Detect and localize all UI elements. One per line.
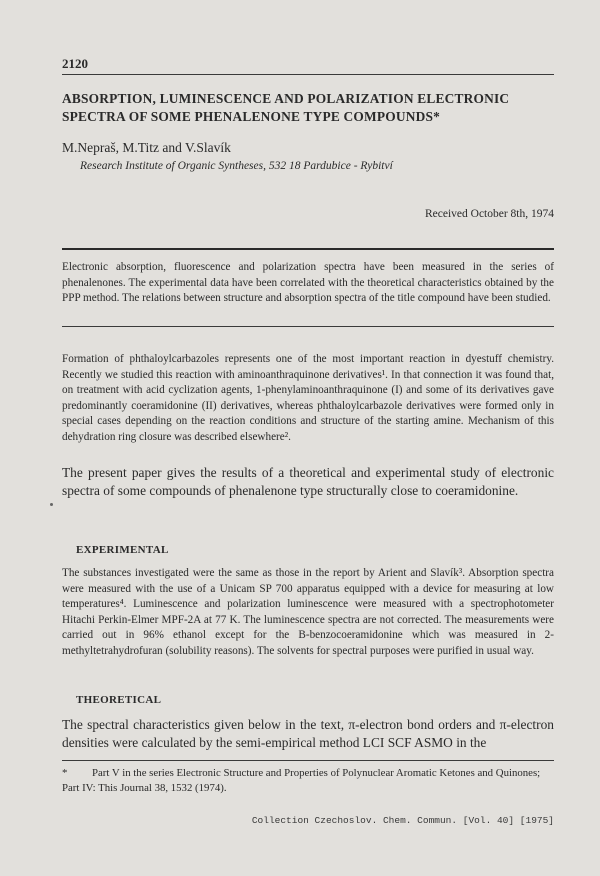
header-rule — [62, 74, 554, 75]
experimental-paragraph: The substances investigated were the same as those in the report by Arient and Slavík³. Absorption spectra were measured with the use of a Unicam SP 700 apparatus equipped with a device for measuring at low temperatures⁴. Luminescence and polarization luminescence were measured with a spectrophotometer Hitachi Perkin-Elmer MPF-2A at 77 K. The luminescence spectra are not corrected. The measurements were carried out in 96% ethanol except for the B-benzocoeramidonine which was measured in 2-methyltetrahydrofuran (solubility reasons). The solvents for spectral purposes were purified in usual way. — [62, 567, 554, 657]
abstract-bottom-rule — [62, 326, 554, 327]
intro-paragraph: Formation of phthaloylcarbazoles represents one of the most important reaction in dyestuff chemistry. Recently we studied this reaction with aminoanthraquinone derivatives¹. In that connection it was found that, on treatment with acid cyclization agents, 1-phenylaminoanthraquinone (I) and some of its derivatives gave predominantly coeramidonine (II) derivatives, whereas phthaloylcarbazole derivatives were formed only in special cases depending on the reaction conditions and structure of the starting amine. Mechanism of this dehydration ring closure was described elsewhere². — [62, 353, 554, 443]
article-title: ABSORPTION, LUMINESCENCE AND POLARIZATION ELECTRONIC SPECTRA OF SOME PHENALENONE TYPE COMPOUNDS* — [62, 91, 510, 124]
journal-citation: Collection Czechoslov. Chem. Commun. [Vol. 40] [1975] — [251, 815, 554, 826]
footnote-marker: * — [62, 767, 68, 779]
affiliation: Research Institute of Organic Syntheses, 532 18 Pardubice - Rybitví — [80, 160, 393, 172]
authors: M.Nepraš, M.Titz and V.Slavík — [62, 140, 231, 155]
theoretical-paragraph: The spectral characteristics given below in the text, π-electron bond orders and π-electron densities were calculated by the semi-empirical method LCI SCF ASMO in the — [62, 717, 554, 750]
abstract: Electronic absorption, fluorescence and polarization spectra have been measured in the series of phenalenones. The experimental data have been correlated with the theoretical characteristics obtained by the PPP method. The relations between structure and absorption spectra of the title compound have been studied. — [62, 261, 554, 305]
abstract-top-rule — [62, 248, 554, 250]
footnote-text: Part V in the series Electronic Structure and Properties of Polynuclear Aromatic Ketones and Quinones; Part IV: This Journal 38, 1532 (1974). — [62, 767, 541, 794]
theoretical-heading: THEORETICAL — [76, 694, 162, 706]
received-date: Received October 8th, 1974 — [424, 208, 554, 220]
page-number: 2120 — [62, 56, 88, 71]
experimental-heading: EXPERIMENTAL — [76, 544, 169, 556]
footnote — [62, 766, 554, 796]
speck — [50, 503, 53, 506]
present-paragraph: The present paper gives the results of a theoretical and experimental study of electronic spectra of some compounds of phenalenone type structurally close to coeramidonine. — [62, 465, 554, 498]
footnote-rule — [62, 760, 554, 761]
